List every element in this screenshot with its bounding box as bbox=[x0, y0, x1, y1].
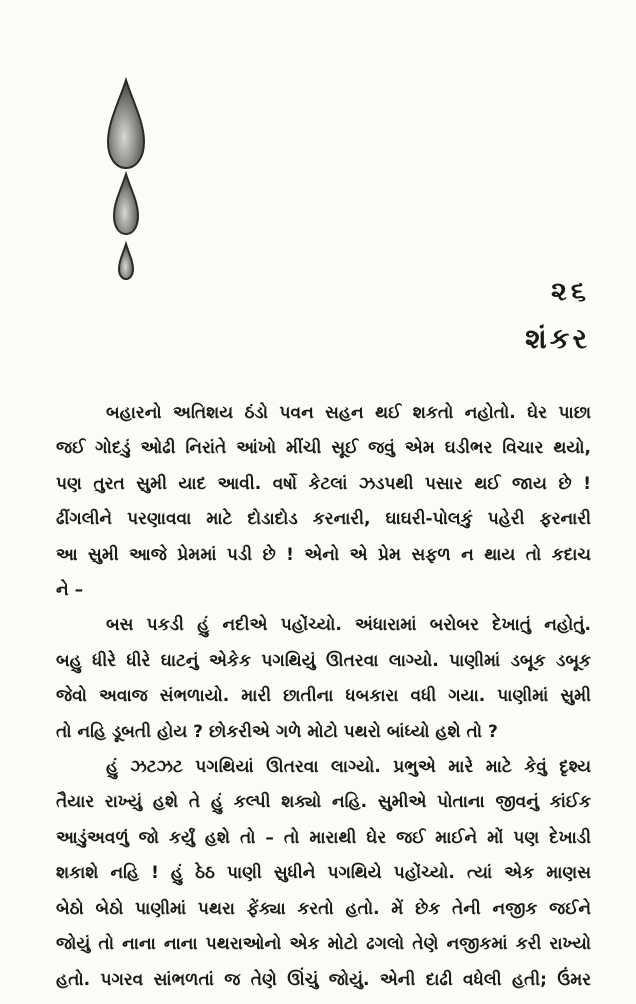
chapter-title: શંકર bbox=[525, 322, 590, 355]
drop-small-icon bbox=[119, 244, 133, 279]
text-line: બહારનો અતિશય ઠંડો પવન સહન થઈ શકતો નહોતો. ઘેર પાછા bbox=[106, 403, 591, 423]
text-line: હતો. પગરવ સાંભળતાં જ તેણે ઊંચું જોયું. એની દાઢી વધેલી હતી; ઉંમર bbox=[56, 969, 591, 990]
text-line: ને – bbox=[56, 580, 84, 601]
text-line: જેવો અવાજ સંભળાયો. મારી છાતીના ધબકારા વધી ગયા. પાણીમાં સુમી bbox=[56, 686, 591, 707]
text-line: પણ તુરત સુમી યાદ આવી. વર્ષો કેટલાં ઝડપથી પસાર થઈ જાય છે ! bbox=[56, 473, 591, 494]
drops-ornament-icon bbox=[104, 74, 148, 284]
text-line: આ સુમી આજે પ્રેમમાં પડી છે ! એનો એ પ્રેમ સફળ ન થાય તો કદાચ bbox=[56, 544, 591, 565]
text-line: તૈયાર રાખ્યું હશે તે હું કલ્પી શક્યો નહિ. સુમીએ પોતાના જીવનું કાંઈક bbox=[56, 792, 591, 813]
text-line: બસ પકડી હું નદીએ પહોંચ્યો. અંધારામાં બરોબર દેખાતું નહોતું. bbox=[106, 615, 591, 636]
chapter-number: ૨૬ bbox=[551, 276, 590, 307]
text-line: ઢીંગલીને પરણાવવા માટે દોડાદોડ કરનારી, ઘાઘરી-પોલકું પહેરી ફરનારી bbox=[56, 509, 591, 530]
text-line: તો નહિ ડૂબતી હોય ? છોકરીએ ગળે મોટો પથરો બાંધ્યો હશે તો ? bbox=[56, 721, 498, 742]
text-line: બેઠો બેઠો પાણીમાં પથરા ફેંક્યા કરતો હતો. મેં છેક તેની નજીક જઈને bbox=[56, 898, 591, 919]
text-line: જોયું તો નાના નાના પથરાઓનો એક મોટો ઢગલો તેણે નજીકમાં કરી રાખ્યો bbox=[56, 934, 591, 955]
drop-large-icon bbox=[108, 80, 144, 168]
text-line: બહુ ધીરે ધીરે ઘાટનું એકેક પગથિયું ઊતરવા લાગ્યો. પાણીમાં ડબૂક ડબૂક bbox=[56, 650, 591, 671]
text-line: હું ઝટઝટ પગથિયાં ઊતરવા લાગ્યો. પ્રભુએ મારે માટે કેવું દૃશ્ય bbox=[106, 757, 591, 778]
body-text bbox=[56, 396, 591, 990]
text-line: આડુંઅવળું જો કર્યું હશે તો – તો મારાથી ઘેર જઈ માઈને મોં પણ દેખાડી bbox=[56, 827, 591, 848]
text-line: શકાશે નહિ ! હું ઠેઠ પાણી સુધીને પગથિયે પહોંચ્યો. ત્યાં એક માણસ bbox=[56, 863, 591, 884]
text-line: જઈ ગોદડું ઓઢી નિરાંતે આંખો મીંચી સૂઈ જવું એમ ઘડીભર વિચાર થયો, bbox=[56, 438, 591, 459]
drop-medium-icon bbox=[114, 174, 138, 234]
